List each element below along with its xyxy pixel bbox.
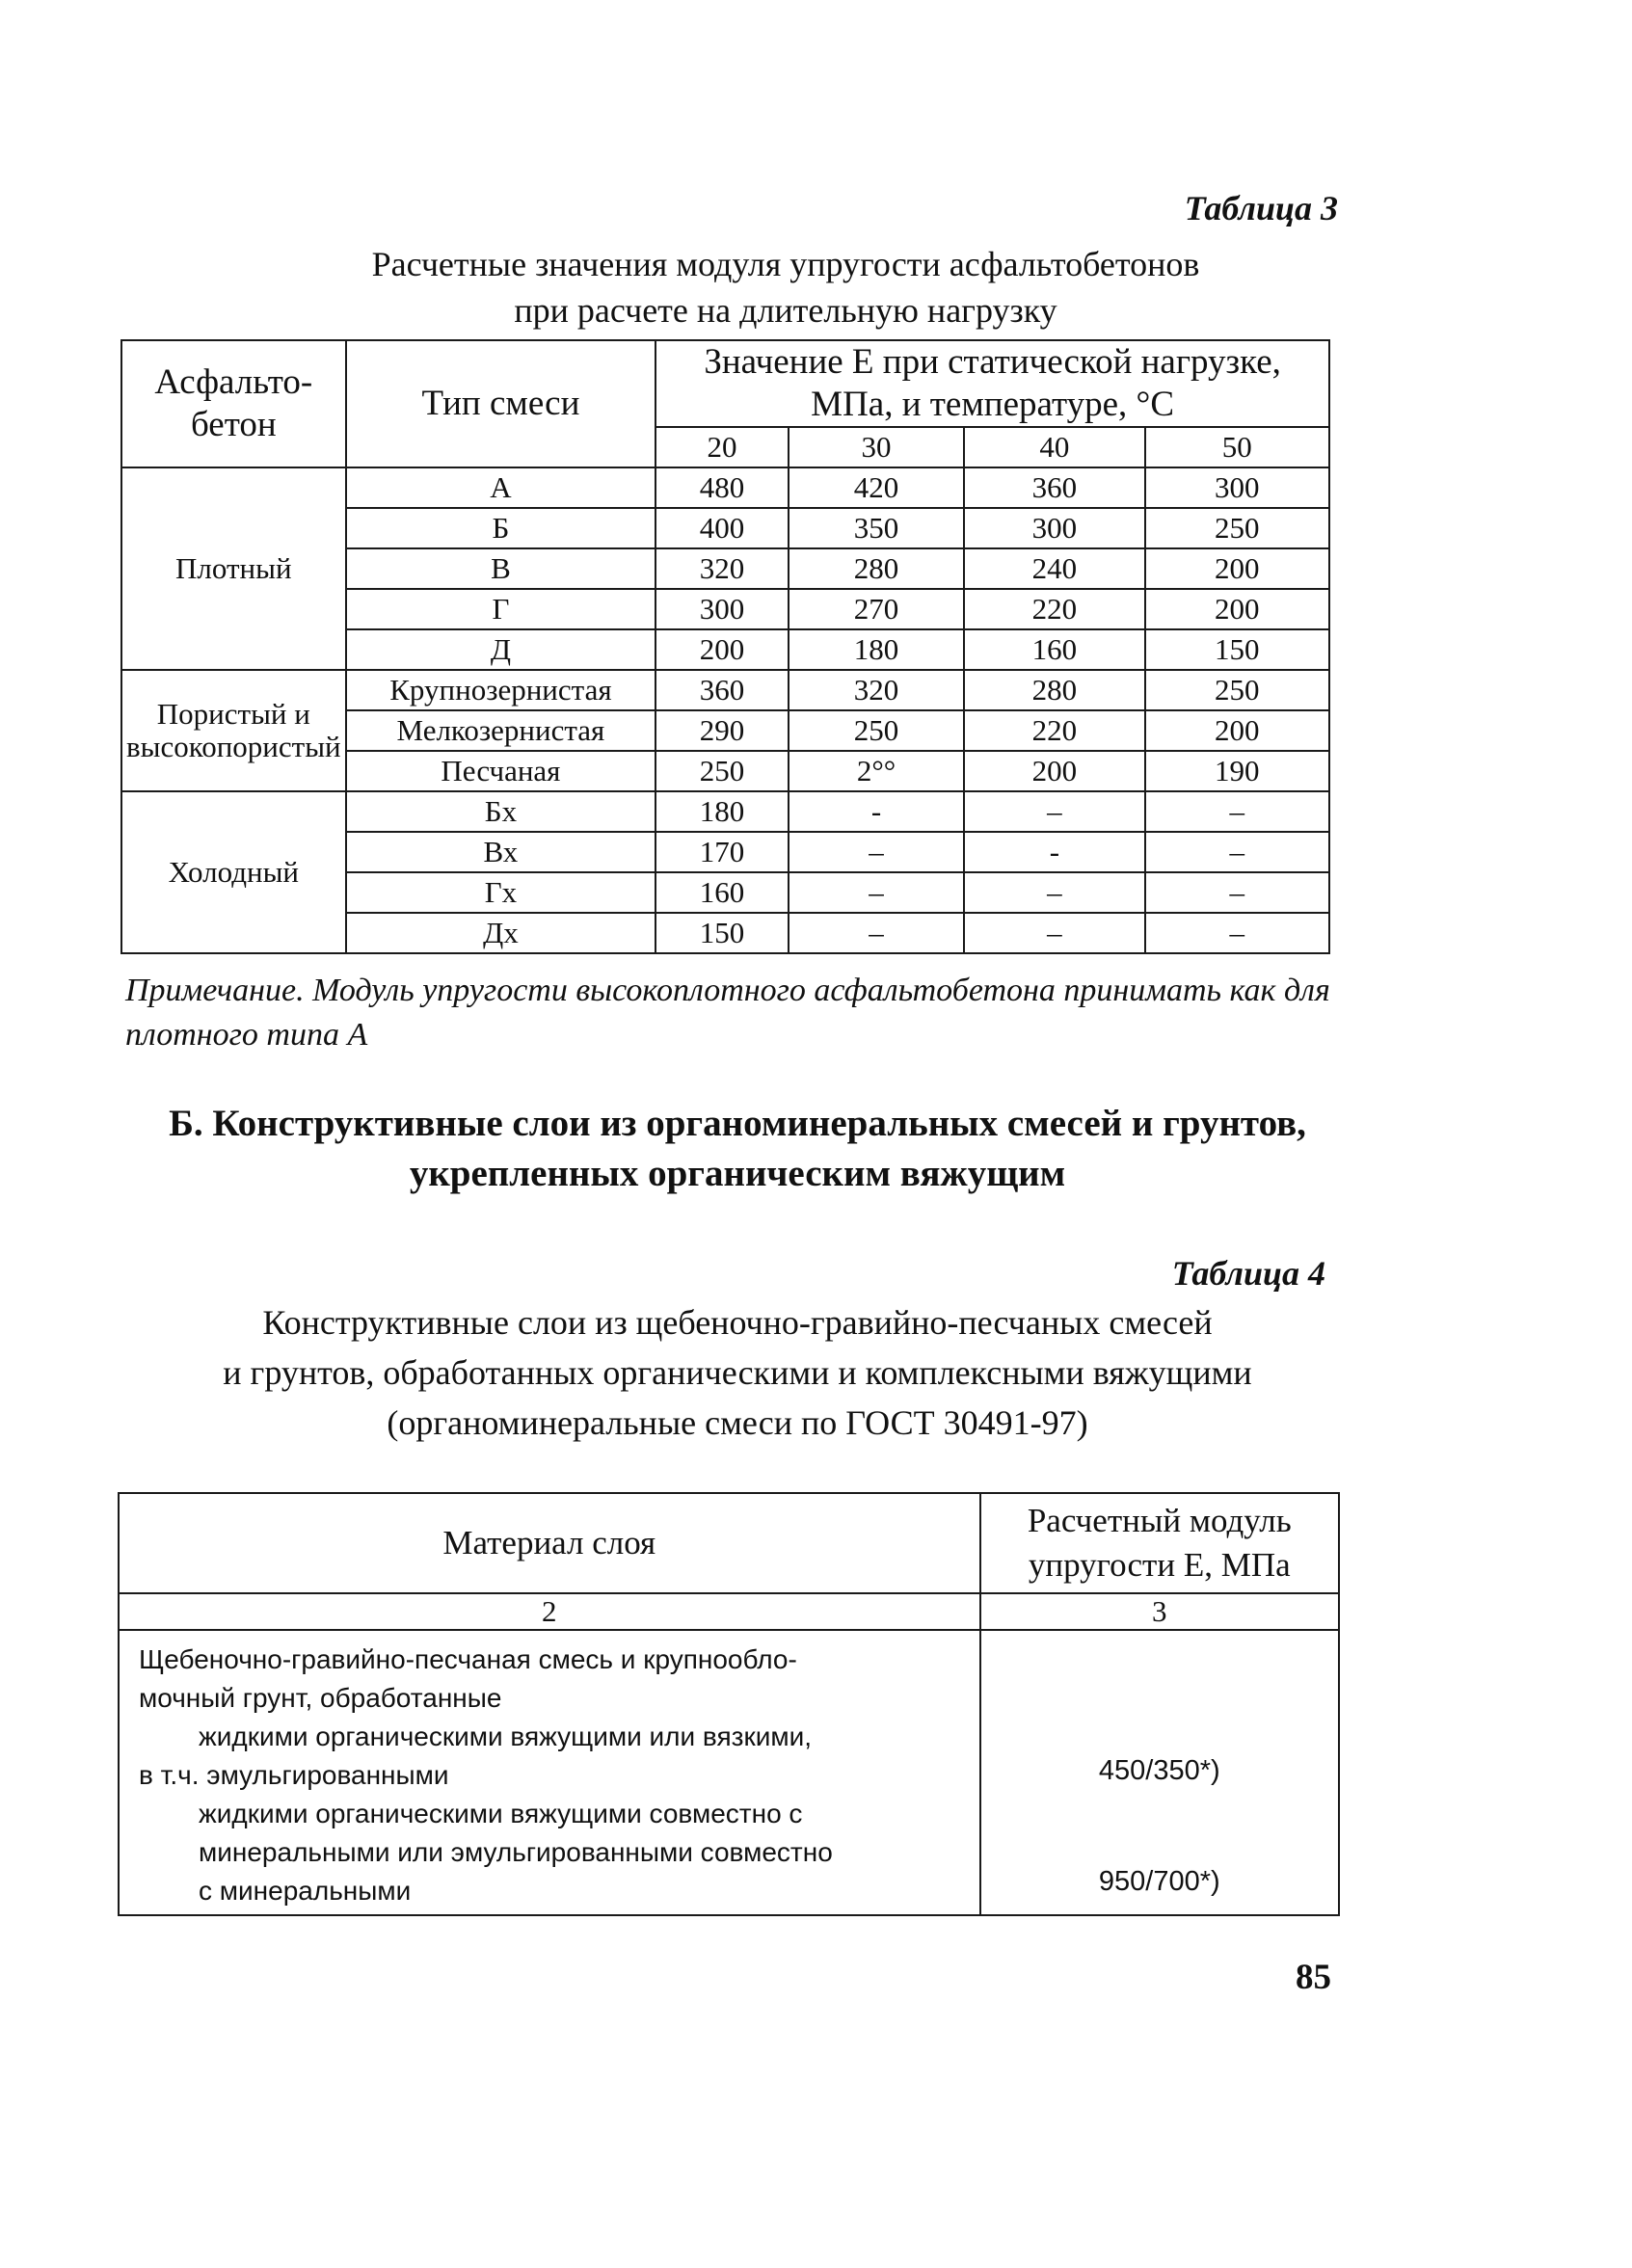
header-temp-20: 20 [655,427,789,467]
value-cell: 320 [789,670,964,710]
value-cell: 300 [964,508,1144,548]
material-description [119,1630,980,1915]
table3 [120,339,1330,954]
mix-type-cell: А [346,467,656,508]
table3-label: Таблица 3 [1184,189,1338,227]
value-cell: – [789,913,964,953]
value-cell: – [964,913,1144,953]
value-cell: – [964,791,1144,832]
material-item2-line1: жидкими органическими вяжущими совместно с [199,1799,803,1828]
page-number: 85 [1296,1958,1331,1997]
value-cell: – [789,872,964,913]
value-cell: – [1145,872,1329,913]
value-cell: – [1145,791,1329,832]
table4-title-line3: (органоминеральные смеси по ГОСТ 30491-97) [387,1403,1088,1442]
mix-type-cell: Г [346,589,656,629]
mix-type-cell: Крупнозернистая [346,670,656,710]
value-cell: 250 [1145,508,1329,548]
value-cell: 250 [655,751,789,791]
header-temp-50: 50 [1145,427,1329,467]
table3-title [120,241,1451,334]
value-cell: 180 [655,791,789,832]
table-row [121,791,1329,832]
mix-type-cell: Б [346,508,656,548]
value-cell: - [964,832,1144,872]
section-title [120,1099,1354,1199]
modulus-values [980,1630,1339,1915]
material-item1-line2: в т.ч. эмульгированными [139,1760,449,1790]
value-cell: – [964,872,1144,913]
value-cell: 250 [789,710,964,751]
value-cell: – [1145,832,1329,872]
material-item2-line3: с минеральными [199,1876,412,1906]
value-cell: 220 [964,589,1144,629]
value-cell: 300 [1145,467,1329,508]
group-name: Пористый и высокопористый [121,670,346,791]
modulus-value-2: 950/700*) [1098,1866,1220,1897]
value-cell: 180 [789,629,964,670]
value-cell: – [789,832,964,872]
value-cell: 150 [655,913,789,953]
mix-type-cell: В [346,548,656,589]
header-asphalt-concrete: Асфальто-бетон [121,340,346,467]
header-mix-type: Тип смеси [346,340,656,467]
table3-title-line2: при расчете на длительную нагрузку [514,291,1057,330]
section-title-line2: укрепленных органическим вяжущим [409,1153,1066,1194]
group-name: Плотный [121,467,346,670]
header-modulus-line2: упругости Е, МПа [1028,1546,1291,1584]
mix-type-cell: Мелкозернистая [346,710,656,751]
header-temp-40: 40 [964,427,1144,467]
value-cell: 290 [655,710,789,751]
table-row [121,670,1329,710]
table4-title-line2: и грунтов, обработанных органическими и комплексными вяжущими [223,1353,1252,1392]
table3-body [121,467,1329,953]
table-row [121,467,1329,508]
mix-type-cell: Вх [346,832,656,872]
table4-label: Таблица 4 [1171,1254,1325,1293]
header-e-value: Значение Е при статической нагрузке, МПа, и температуре, °С [655,340,1329,427]
value-cell: 160 [655,872,789,913]
header-modulus-line1: Расчетный модуль [1027,1502,1292,1539]
value-cell: 200 [1145,710,1329,751]
value-cell: 270 [789,589,964,629]
value-cell: 360 [655,670,789,710]
group-name: Холодный [121,791,346,953]
value-cell: 360 [964,467,1144,508]
table4 [118,1492,1340,1916]
table3-title-line1: Расчетные значения модуля упругости асфальтобетонов [371,245,1200,283]
table3-note: Примечание. Модуль упругости высокоплотного асфальтобетона принимать как для плотного типа А [125,973,1330,1053]
mix-type-cell: Бх [346,791,656,832]
section-title-line1: Б. Конструктивные слои из органоминеральных смесей и грунтов, [169,1103,1306,1144]
table4-title [120,1297,1354,1448]
header-temp-30: 30 [789,427,964,467]
modulus-value-1: 450/350*) [1098,1755,1220,1786]
value-cell: 280 [789,548,964,589]
header-material: Материал слоя [119,1493,980,1593]
value-cell: 240 [964,548,1144,589]
mix-type-cell: Песчаная [346,751,656,791]
material-intro-line2: мочный грунт, обработанные [139,1683,502,1713]
mix-type-cell: Дх [346,913,656,953]
value-cell: 160 [964,629,1144,670]
mix-type-cell: Д [346,629,656,670]
table4-title-line1: Конструктивные слои из щебеночно-гравийно-песчаных смесей [262,1303,1213,1342]
column-number-modulus: 3 [980,1593,1339,1630]
value-cell: 350 [789,508,964,548]
value-cell: 200 [1145,548,1329,589]
value-cell: 200 [1145,589,1329,629]
value-cell: 250 [1145,670,1329,710]
value-cell: 190 [1145,751,1329,791]
value-cell: 220 [964,710,1144,751]
material-item1-line1: жидкими органическими вяжущими или вязкими, [199,1721,813,1751]
value-cell: 200 [655,629,789,670]
value-cell: – [1145,913,1329,953]
column-number-material: 2 [119,1593,980,1630]
value-cell: 300 [655,589,789,629]
value-cell: 200 [964,751,1144,791]
header-modulus [980,1493,1339,1593]
value-cell: 400 [655,508,789,548]
value-cell: 2°° [789,751,964,791]
material-intro-line1: Щебеночно-гравийно-песчаная смесь и крупнообло- [139,1644,797,1674]
value-cell: 170 [655,832,789,872]
mix-type-cell: Гх [346,872,656,913]
value-cell: - [789,791,964,832]
value-cell: 280 [964,670,1144,710]
value-cell: 420 [789,467,964,508]
value-cell: 480 [655,467,789,508]
value-cell: 150 [1145,629,1329,670]
material-item2-line2: минеральными или эмульгированными совместно [199,1837,833,1867]
value-cell: 320 [655,548,789,589]
